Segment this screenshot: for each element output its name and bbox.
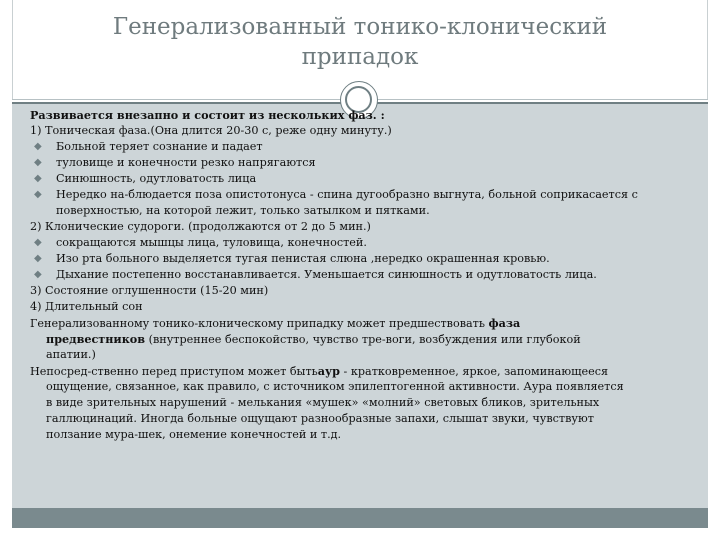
list-item bbox=[30, 155, 694, 171]
list-item bbox=[30, 235, 694, 251]
list-item bbox=[30, 139, 694, 155]
prodrome-emphasis: фаза bbox=[488, 316, 521, 330]
bullet-icon: ◆ bbox=[34, 253, 42, 264]
list-item-text: туловище и конечности резко напрягаются bbox=[56, 156, 316, 169]
phase-3-heading: 3) Состояние оглушенности (15-20 мин) bbox=[30, 284, 269, 297]
bottom-bar bbox=[12, 508, 708, 528]
slide-body bbox=[30, 107, 694, 443]
prodrome-text: Генерализованному тонико-клоническому припадку может предшествовать bbox=[30, 317, 489, 330]
phase-4-heading: 4) Длительный сон bbox=[30, 300, 143, 313]
aura-paragraph-line: ползание мура-шек, онемение конечностей и т.д. bbox=[46, 428, 342, 441]
bullet-icon: ◆ bbox=[34, 173, 42, 184]
list-item-text-continued: поверхностью, на которой лежит, только затылком и пятками. bbox=[56, 204, 430, 217]
aura-text: - кратковременное, яркое, запоминающееся bbox=[339, 365, 609, 378]
list-item bbox=[30, 187, 694, 219]
list-item-text: Нередко на-блюдается поза опистотонуса - спина дугообразно выгнута, больной соприкасается с bbox=[56, 188, 638, 201]
prodrome-paragraph-line: апатии.) bbox=[46, 348, 96, 361]
intro-text: Развивается внезапно и состоит из нескольких фаз. : bbox=[30, 108, 385, 122]
list-item bbox=[30, 171, 694, 187]
list-item-text: Дыхание постепенно восстанавливается. Уменьшается синюшность и одутловатость лица. bbox=[56, 268, 597, 281]
phase-1-heading: 1) Тоническая фаза.(Она длится 20-30 с, реже одну минуту.) bbox=[30, 124, 392, 137]
bullet-icon: ◆ bbox=[34, 237, 42, 248]
aura-paragraph-line: в виде зрительных нарушений - мелькания «мушек» «молний» световых бликов, зрительных bbox=[46, 396, 600, 409]
title-line-2: припадок bbox=[301, 44, 419, 70]
list-item bbox=[30, 267, 694, 283]
title-line-1: Генерализованный тонико-клонический bbox=[112, 14, 608, 40]
bullet-icon: ◆ bbox=[34, 157, 42, 168]
bullet-icon: ◆ bbox=[34, 269, 42, 280]
bullet-icon: ◆ bbox=[34, 141, 42, 152]
slide-title bbox=[13, 12, 707, 72]
phase-2-heading: 2) Клонические судороги. (продолжаются от 2 до 5 мин.) bbox=[30, 220, 371, 233]
list-item-text: Больной теряет сознание и падает bbox=[56, 140, 263, 153]
aura-paragraph-line: галлюцинаций. Иногда больные ощущают разнообразные запахи, слышат звуки, чувствуют bbox=[46, 412, 594, 425]
prodrome-paragraph-line bbox=[30, 331, 694, 347]
aura-paragraph-line bbox=[30, 363, 694, 379]
list-item-text: Синюшность, одутловатость лица bbox=[56, 172, 257, 185]
aura-paragraph-line: ощущение, связанное, как правило, с источником эпилептогенной активности. Аура появляется bbox=[46, 380, 624, 393]
list-item-text: Изо рта больного выделяется тугая пенистая слюна ,нередко окрашенная кровью. bbox=[56, 252, 550, 265]
aura-emphasis: аур bbox=[317, 364, 340, 378]
bullet-icon: ◆ bbox=[34, 189, 42, 200]
prodrome-emphasis: предвестников bbox=[46, 332, 146, 346]
prodrome-text: (внутреннее беспокойство, чувство тре-воги, возбуждения или глубокой bbox=[145, 333, 581, 346]
list-item bbox=[30, 251, 694, 267]
list-item-text: сокращаются мышцы лица, туловища, конечностей. bbox=[56, 236, 367, 249]
aura-text: Непосред-ственно перед приступом может быть bbox=[30, 365, 318, 378]
prodrome-paragraph-line bbox=[30, 315, 694, 331]
